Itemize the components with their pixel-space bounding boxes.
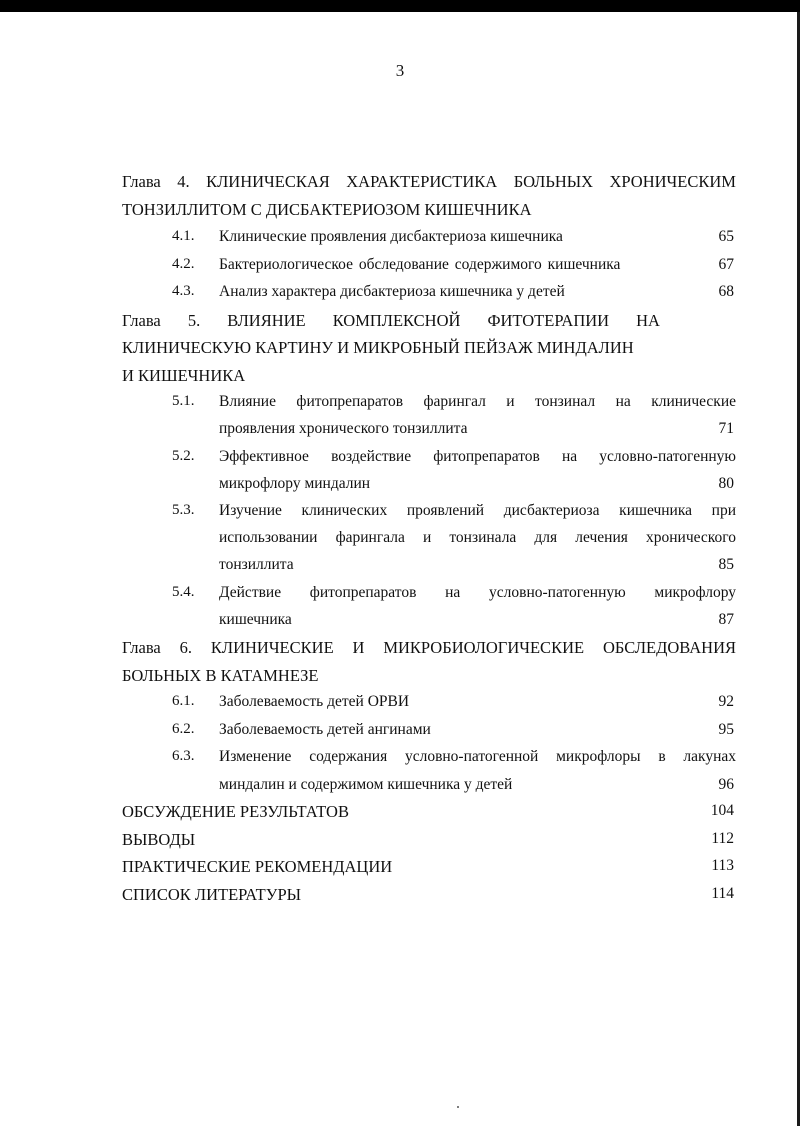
- item-number: 5.3.: [172, 502, 195, 518]
- item-page: 92: [718, 693, 734, 710]
- item-number: 5.2.: [172, 448, 195, 464]
- item-title: Изучение клинических проявлений дисбактериоза кишечника при: [219, 502, 736, 519]
- item-page: 85: [718, 556, 734, 573]
- section-page: 113: [711, 857, 734, 874]
- item-title: Клинические проявления дисбактериоза кишечника: [219, 228, 563, 245]
- item-page: 67: [718, 256, 734, 273]
- section-page: 112: [711, 830, 734, 847]
- section-references: СПИСОК ЛИТЕРАТУРЫ: [122, 885, 302, 904]
- item-number: 6.2.: [172, 721, 195, 737]
- item-title-cont: миндалин и содержимом кишечника у детей: [219, 776, 513, 793]
- item-title-cont: тонзиллита: [219, 556, 294, 573]
- item-number: 5.1.: [172, 393, 195, 409]
- chapter-6-title-line1: Глава 6. КЛИНИЧЕСКИЕ И МИКРОБИОЛОГИЧЕСКИЕ ОБСЛЕДОВАНИЯ: [122, 638, 736, 657]
- section-page: 114: [711, 885, 734, 902]
- item-number: 4.1.: [172, 228, 195, 244]
- item-title-cont: использовании фарингала и тонзинала для лечения хронического: [219, 529, 736, 546]
- item-title-cont: проявления хронического тонзиллита: [219, 420, 468, 437]
- scan-speck: [457, 1106, 459, 1108]
- item-number: 6.3.: [172, 748, 195, 764]
- chapter-4-title-line2: ТОНЗИЛЛИТОМ С ДИСБАКТЕРИОЗОМ КИШЕЧНИКА: [122, 200, 532, 219]
- item-page: 87: [718, 611, 734, 628]
- item-number: 6.1.: [172, 693, 195, 709]
- item-number: 4.3.: [172, 283, 195, 299]
- item-page: 65: [718, 228, 734, 245]
- section-discussion: ОБСУЖДЕНИЕ РЕЗУЛЬТАТОВ: [122, 802, 349, 821]
- chapter-4-title-line1: Глава 4. КЛИНИЧЕСКАЯ ХАРАКТЕРИСТИКА БОЛЬНЫХ ХРОНИЧЕСКИМ: [122, 172, 736, 191]
- chapter-5-title-line2: КЛИНИЧЕСКУЮ КАРТИНУ И МИКРОБНЫЙ ПЕЙЗАЖ МИНДАЛИН: [122, 338, 634, 357]
- chapter-5-title-line3: И КИШЕЧНИКА: [122, 366, 246, 385]
- section-conclusions: ВЫВОДЫ: [122, 830, 196, 849]
- item-page: 95: [718, 721, 734, 738]
- item-number: 5.4.: [172, 584, 195, 600]
- item-title: Изменение содержания условно-патогенной микрофлоры в лакунах: [219, 748, 736, 765]
- section-page: 104: [710, 802, 734, 819]
- item-title: Заболеваемость детей ангинами: [219, 721, 431, 738]
- item-title-cont: кишечника: [219, 611, 292, 628]
- item-title: Бактериологическое обследование содержимого кишечника: [219, 256, 621, 273]
- chapter-5-title-line1: Глава 5. ВЛИЯНИЕ КОМПЛЕКСНОЙ ФИТОТЕРАПИИ НА: [122, 311, 660, 330]
- item-page: 96: [718, 776, 734, 793]
- item-title: Заболеваемость детей ОРВИ: [219, 693, 410, 710]
- item-title: Действие фитопрепаратов на условно-патогенную микрофлору: [219, 584, 736, 601]
- item-page: 80: [718, 475, 734, 492]
- item-title: Влияние фитопрепаратов фарингал и тонзинал на клинические: [219, 393, 736, 410]
- item-page: 71: [718, 420, 734, 437]
- chapter-6-title-line2: БОЛЬНЫХ В КАТАМНЕЗЕ: [122, 666, 319, 685]
- page-number: 3: [395, 61, 405, 80]
- scan-top-border: [0, 0, 800, 12]
- item-page: 68: [718, 283, 734, 300]
- section-recommendations: ПРАКТИЧЕСКИЕ РЕКОМЕНДАЦИИ: [122, 857, 393, 876]
- item-title-cont: микрофлору миндалин: [219, 475, 371, 492]
- item-number: 4.2.: [172, 256, 195, 272]
- item-title: Эффективное воздействие фитопрепаратов на условно-патогенную: [219, 448, 736, 465]
- item-title: Анализ характера дисбактериоза кишечника у детей: [219, 283, 565, 300]
